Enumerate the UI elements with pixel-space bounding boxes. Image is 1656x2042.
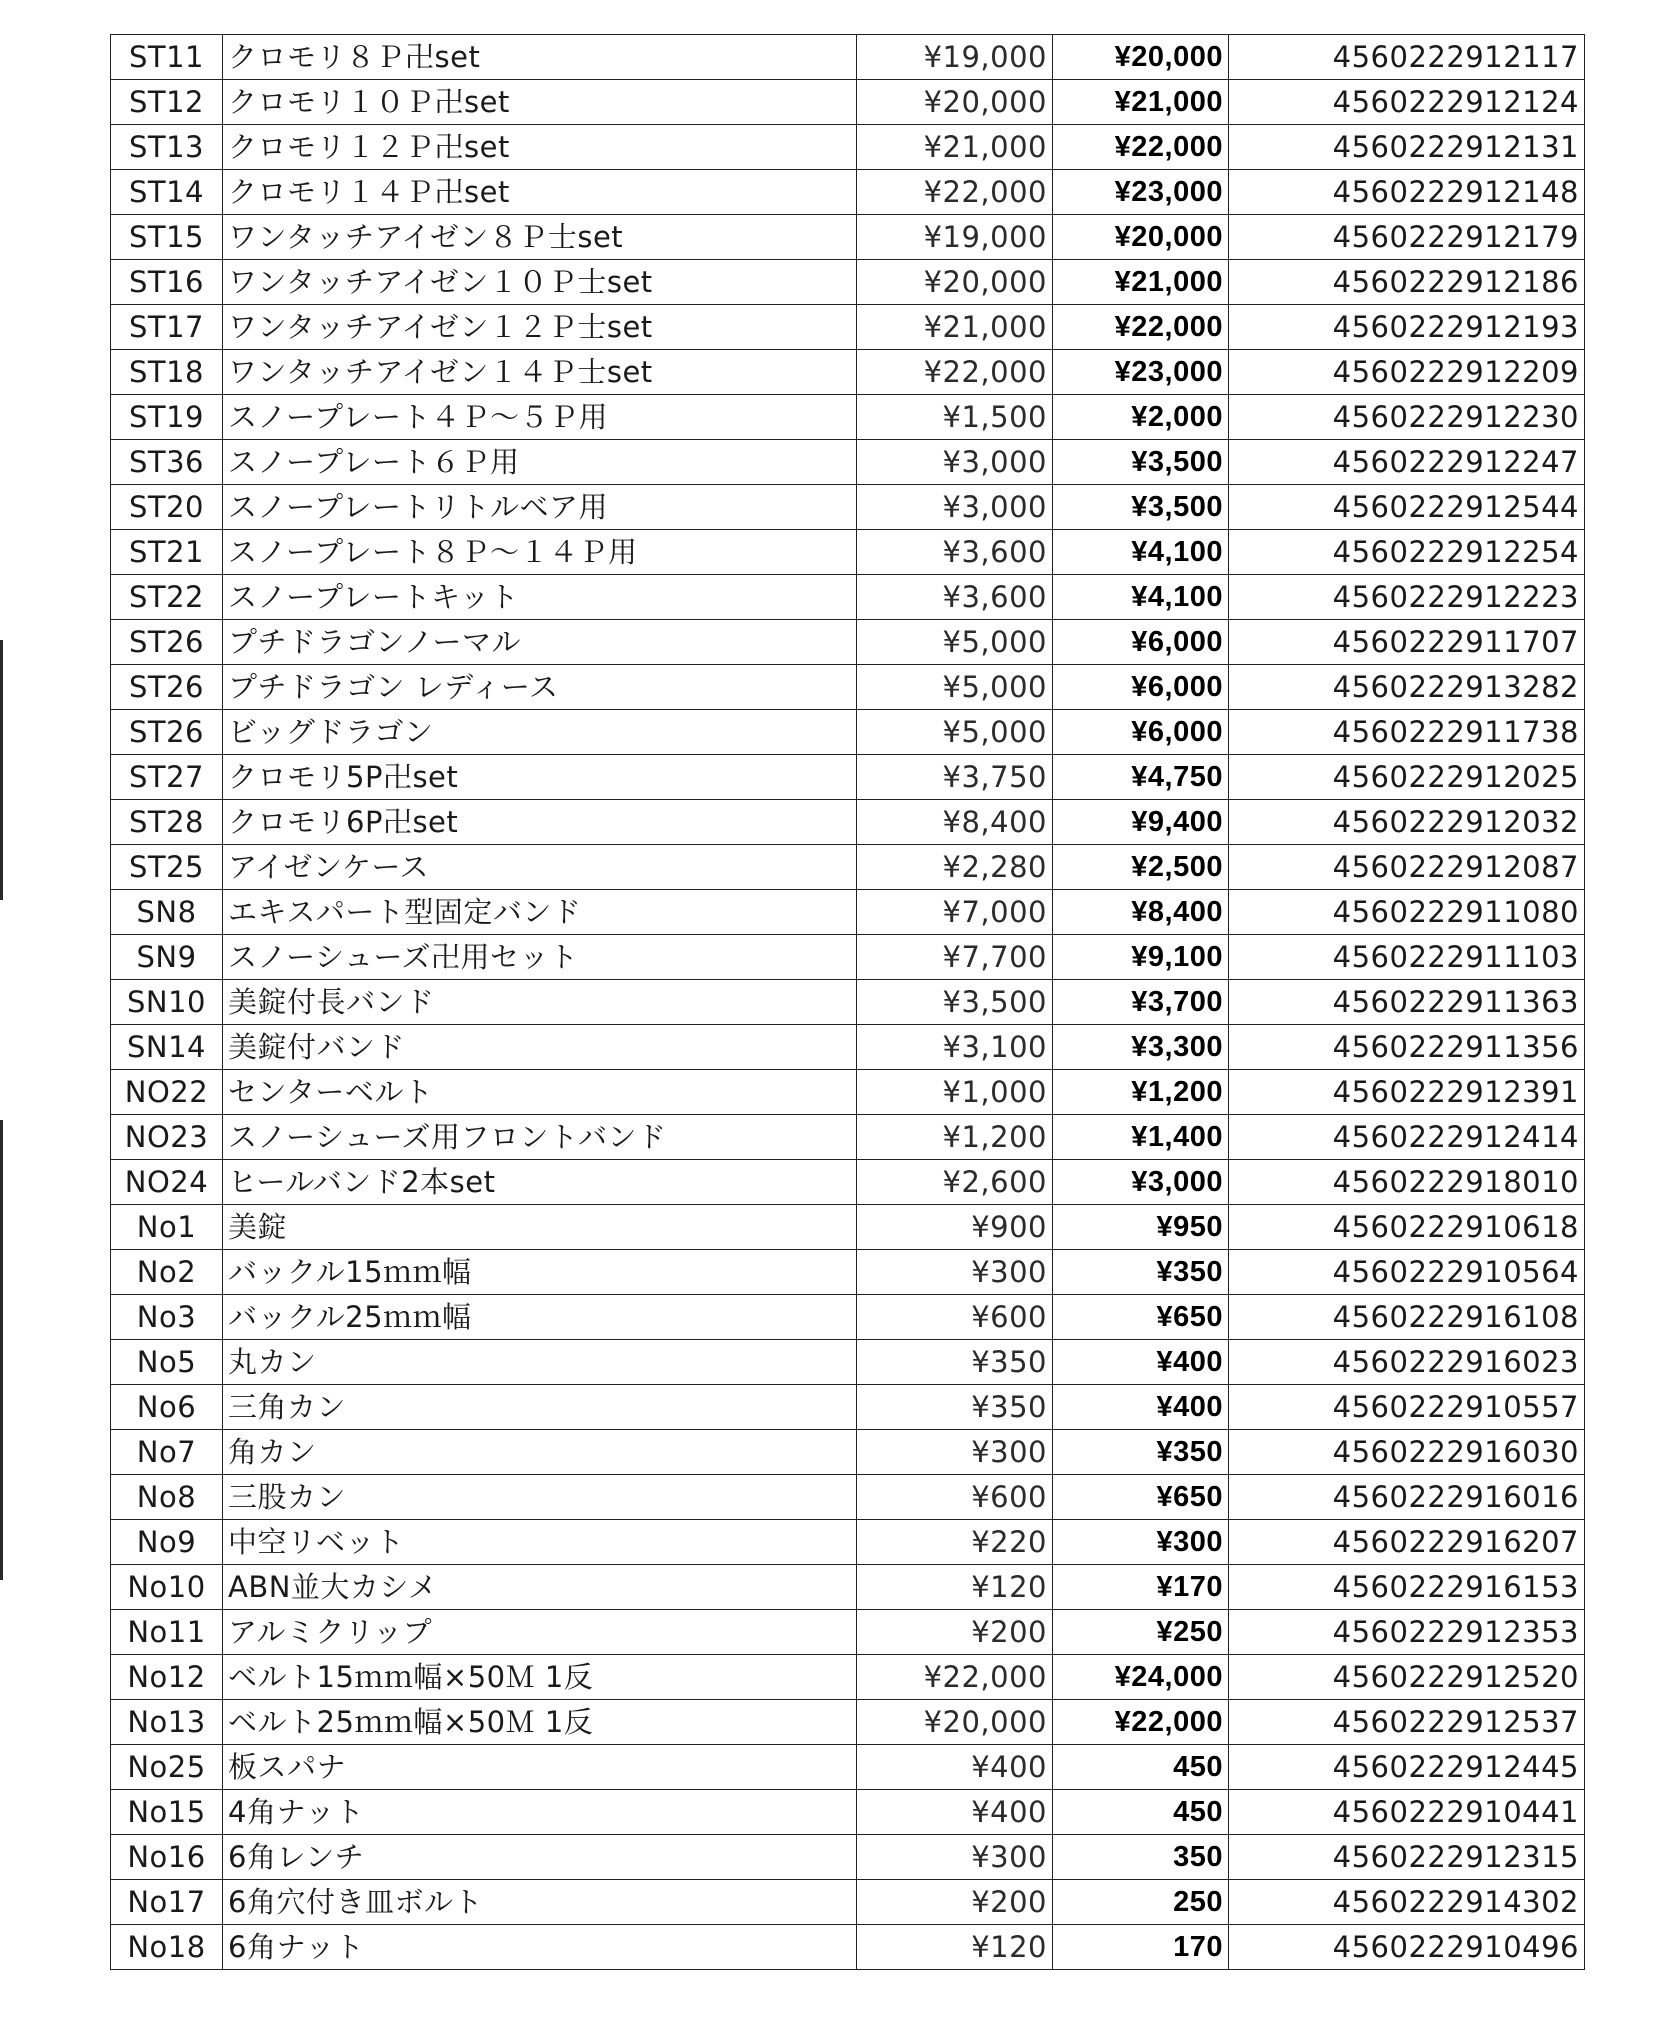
jan-code: 4560222912124	[1229, 80, 1585, 125]
jan-code: 4560222918010	[1229, 1160, 1585, 1205]
jan-code: 4560222912209	[1229, 350, 1585, 395]
product-code: No17	[111, 1880, 223, 1925]
product-code: ST20	[111, 485, 223, 530]
jan-code: 4560222912148	[1229, 170, 1585, 215]
table-row	[111, 755, 1585, 800]
old-price: ¥120	[857, 1925, 1053, 1970]
new-price: ¥170	[1053, 1565, 1229, 1610]
old-price: ¥1,500	[857, 395, 1053, 440]
old-price: ¥5,000	[857, 710, 1053, 755]
jan-code: 4560222910496	[1229, 1925, 1585, 1970]
product-name: ワンタッチアイゼン１２Ｐ士set	[223, 305, 857, 350]
old-price: ¥7,000	[857, 890, 1053, 935]
old-price: ¥20,000	[857, 1700, 1053, 1745]
new-price: ¥6,000	[1053, 710, 1229, 755]
product-code: No6	[111, 1385, 223, 1430]
table-row	[111, 710, 1585, 755]
new-price: ¥4,100	[1053, 530, 1229, 575]
old-price: ¥220	[857, 1520, 1053, 1565]
product-code: No13	[111, 1700, 223, 1745]
new-price: ¥2,500	[1053, 845, 1229, 890]
old-price: ¥600	[857, 1475, 1053, 1520]
new-price: ¥22,000	[1053, 305, 1229, 350]
table-row	[111, 305, 1585, 350]
old-price: ¥3,000	[857, 440, 1053, 485]
table-row	[111, 35, 1585, 80]
new-price: ¥20,000	[1053, 215, 1229, 260]
new-price: 450	[1053, 1745, 1229, 1790]
table-row	[111, 1700, 1585, 1745]
old-price: ¥5,000	[857, 620, 1053, 665]
product-code: No16	[111, 1835, 223, 1880]
product-name: 中空リベット	[223, 1520, 857, 1565]
table-row	[111, 1835, 1585, 1880]
table-row	[111, 1565, 1585, 1610]
table-row	[111, 1340, 1585, 1385]
jan-code: 4560222912117	[1229, 35, 1585, 80]
old-price: ¥2,600	[857, 1160, 1053, 1205]
product-name: ワンタッチアイゼン１４Ｐ士set	[223, 350, 857, 395]
old-price: ¥900	[857, 1205, 1053, 1250]
jan-code: 4560222912315	[1229, 1835, 1585, 1880]
old-price: ¥5,000	[857, 665, 1053, 710]
jan-code: 4560222916108	[1229, 1295, 1585, 1340]
jan-code: 4560222912131	[1229, 125, 1585, 170]
product-code: ST19	[111, 395, 223, 440]
table-row	[111, 485, 1585, 530]
product-name: 美錠付長バンド	[223, 980, 857, 1025]
new-price: ¥400	[1053, 1385, 1229, 1430]
new-price: ¥950	[1053, 1205, 1229, 1250]
product-code: ST16	[111, 260, 223, 305]
old-price: ¥22,000	[857, 1655, 1053, 1700]
jan-code: 4560222911738	[1229, 710, 1585, 755]
product-code: ST25	[111, 845, 223, 890]
product-name: エキスパート型固定バンド	[223, 890, 857, 935]
jan-code: 4560222912087	[1229, 845, 1585, 890]
product-name: ワンタッチアイゼン１０Ｐ士set	[223, 260, 857, 305]
table-row	[111, 215, 1585, 260]
product-name: アルミクリップ	[223, 1610, 857, 1655]
jan-code: 4560222911363	[1229, 980, 1585, 1025]
product-code: No2	[111, 1250, 223, 1295]
old-price: ¥22,000	[857, 350, 1053, 395]
product-name: クロモリ１２Ｐ卍set	[223, 125, 857, 170]
product-code: ST36	[111, 440, 223, 485]
table-row	[111, 1655, 1585, 1700]
new-price: ¥4,750	[1053, 755, 1229, 800]
table-row	[111, 1475, 1585, 1520]
new-price: ¥3,300	[1053, 1025, 1229, 1070]
jan-code: 4560222913282	[1229, 665, 1585, 710]
new-price: ¥1,400	[1053, 1115, 1229, 1160]
old-price: ¥7,700	[857, 935, 1053, 980]
old-price: ¥400	[857, 1790, 1053, 1835]
new-price: 350	[1053, 1835, 1229, 1880]
new-price: ¥9,400	[1053, 800, 1229, 845]
product-name: ヒールバンド2本set	[223, 1160, 857, 1205]
table-row	[111, 1295, 1585, 1340]
product-code: No5	[111, 1340, 223, 1385]
jan-code: 4560222912544	[1229, 485, 1585, 530]
old-price: ¥3,500	[857, 980, 1053, 1025]
old-price: ¥1,000	[857, 1070, 1053, 1115]
new-price: ¥8,400	[1053, 890, 1229, 935]
table-row	[111, 125, 1585, 170]
new-price: 170	[1053, 1925, 1229, 1970]
product-code: SN14	[111, 1025, 223, 1070]
price-list-body	[111, 35, 1585, 1970]
jan-code: 4560222916030	[1229, 1430, 1585, 1475]
new-price: ¥350	[1053, 1250, 1229, 1295]
old-price: ¥19,000	[857, 215, 1053, 260]
scan-edge-mark	[0, 640, 3, 900]
new-price: ¥650	[1053, 1295, 1229, 1340]
product-name: アイゼンケース	[223, 845, 857, 890]
table-row	[111, 350, 1585, 395]
product-code: NO24	[111, 1160, 223, 1205]
table-row	[111, 890, 1585, 935]
product-code: SN10	[111, 980, 223, 1025]
price-list-table	[110, 34, 1585, 1970]
product-name: 板スパナ	[223, 1745, 857, 1790]
new-price: ¥250	[1053, 1610, 1229, 1655]
new-price: ¥24,000	[1053, 1655, 1229, 1700]
jan-code: 4560222914302	[1229, 1880, 1585, 1925]
old-price: ¥8,400	[857, 800, 1053, 845]
product-code: ST13	[111, 125, 223, 170]
table-row	[111, 935, 1585, 980]
product-code: ST21	[111, 530, 223, 575]
old-price: ¥600	[857, 1295, 1053, 1340]
product-code: No12	[111, 1655, 223, 1700]
product-name: ベルト25ｍｍ幅×50Ｍ 1反	[223, 1700, 857, 1745]
jan-code: 4560222912414	[1229, 1115, 1585, 1160]
new-price: ¥21,000	[1053, 260, 1229, 305]
table-row	[111, 1385, 1585, 1430]
table-row	[111, 1160, 1585, 1205]
product-name: 4角ナット	[223, 1790, 857, 1835]
new-price: ¥1,200	[1053, 1070, 1229, 1115]
new-price: ¥300	[1053, 1520, 1229, 1565]
product-name: スノープレート４Ｐ～５Ｐ用	[223, 395, 857, 440]
new-price: ¥20,000	[1053, 35, 1229, 80]
product-name: 美錠	[223, 1205, 857, 1250]
product-name: クロモリ6P卍set	[223, 800, 857, 845]
product-name: スノーシューズ用フロントバンド	[223, 1115, 857, 1160]
table-row	[111, 80, 1585, 125]
jan-code: 4560222912179	[1229, 215, 1585, 260]
new-price: ¥23,000	[1053, 350, 1229, 395]
product-code: No8	[111, 1475, 223, 1520]
table-row	[111, 395, 1585, 440]
jan-code: 4560222912520	[1229, 1655, 1585, 1700]
product-name: プチドラゴン レディース	[223, 665, 857, 710]
new-price: 250	[1053, 1880, 1229, 1925]
product-code: No11	[111, 1610, 223, 1655]
product-name: プチドラゴンノーマル	[223, 620, 857, 665]
new-price: ¥22,000	[1053, 1700, 1229, 1745]
jan-code: 4560222912223	[1229, 575, 1585, 620]
old-price: ¥21,000	[857, 125, 1053, 170]
jan-code: 4560222910441	[1229, 1790, 1585, 1835]
product-code: No10	[111, 1565, 223, 1610]
jan-code: 4560222912032	[1229, 800, 1585, 845]
product-code: ST26	[111, 620, 223, 665]
table-row	[111, 1925, 1585, 1970]
table-row	[111, 1250, 1585, 1295]
product-name: 6角レンチ	[223, 1835, 857, 1880]
product-name: スノープレート６Ｐ用	[223, 440, 857, 485]
new-price: ¥6,000	[1053, 665, 1229, 710]
jan-code: 4560222912445	[1229, 1745, 1585, 1790]
jan-code: 4560222912193	[1229, 305, 1585, 350]
product-name: クロモリ１０Ｐ卍set	[223, 80, 857, 125]
product-name: 三角カン	[223, 1385, 857, 1430]
product-name: スノープレートリトルベア用	[223, 485, 857, 530]
jan-code: 4560222912247	[1229, 440, 1585, 485]
product-code: ST26	[111, 665, 223, 710]
table-row	[111, 1070, 1585, 1115]
product-name: ベルト15ｍｍ幅×50Ｍ 1反	[223, 1655, 857, 1700]
product-name: ABN並大カシメ	[223, 1565, 857, 1610]
new-price: ¥9,100	[1053, 935, 1229, 980]
jan-code: 4560222912186	[1229, 260, 1585, 305]
old-price: ¥1,200	[857, 1115, 1053, 1160]
jan-code: 4560222912537	[1229, 1700, 1585, 1745]
old-price: ¥300	[857, 1835, 1053, 1880]
jan-code: 4560222912025	[1229, 755, 1585, 800]
new-price: ¥21,000	[1053, 80, 1229, 125]
table-row	[111, 620, 1585, 665]
product-name: スノープレート８Ｐ～１４Ｐ用	[223, 530, 857, 575]
product-code: ST22	[111, 575, 223, 620]
old-price: ¥19,000	[857, 35, 1053, 80]
table-row	[111, 1880, 1585, 1925]
product-code: No18	[111, 1925, 223, 1970]
old-price: ¥22,000	[857, 170, 1053, 215]
new-price: ¥350	[1053, 1430, 1229, 1475]
product-name: 丸カン	[223, 1340, 857, 1385]
product-code: ST28	[111, 800, 223, 845]
old-price: ¥3,600	[857, 530, 1053, 575]
jan-code: 4560222910557	[1229, 1385, 1585, 1430]
old-price: ¥2,280	[857, 845, 1053, 890]
product-name: ワンタッチアイゼン８Ｐ士set	[223, 215, 857, 260]
new-price: ¥3,500	[1053, 485, 1229, 530]
new-price: ¥6,000	[1053, 620, 1229, 665]
product-name: クロモリ5P卍set	[223, 755, 857, 800]
table-row	[111, 980, 1585, 1025]
product-name: バックル25ｍｍ幅	[223, 1295, 857, 1340]
product-code: No3	[111, 1295, 223, 1340]
product-name: ビッグドラゴン	[223, 710, 857, 755]
old-price: ¥3,000	[857, 485, 1053, 530]
product-code: NO23	[111, 1115, 223, 1160]
jan-code: 4560222912353	[1229, 1610, 1585, 1655]
product-name: スノーシューズ卍用セット	[223, 935, 857, 980]
product-code: No1	[111, 1205, 223, 1250]
table-row	[111, 845, 1585, 890]
product-code: ST12	[111, 80, 223, 125]
table-row	[111, 1205, 1585, 1250]
new-price: ¥3,000	[1053, 1160, 1229, 1205]
new-price: ¥3,500	[1053, 440, 1229, 485]
product-name: 6角ナット	[223, 1925, 857, 1970]
product-code: No15	[111, 1790, 223, 1835]
jan-code: 4560222910618	[1229, 1205, 1585, 1250]
jan-code: 4560222911356	[1229, 1025, 1585, 1070]
old-price: ¥350	[857, 1340, 1053, 1385]
new-price: ¥22,000	[1053, 125, 1229, 170]
product-code: ST15	[111, 215, 223, 260]
jan-code: 4560222916023	[1229, 1340, 1585, 1385]
new-price: ¥2,000	[1053, 395, 1229, 440]
table-row	[111, 1520, 1585, 1565]
table-row	[111, 1115, 1585, 1160]
old-price: ¥21,000	[857, 305, 1053, 350]
table-row	[111, 800, 1585, 845]
product-name: 6角穴付き皿ボルト	[223, 1880, 857, 1925]
old-price: ¥200	[857, 1880, 1053, 1925]
jan-code: 4560222911103	[1229, 935, 1585, 980]
old-price: ¥300	[857, 1430, 1053, 1475]
new-price: ¥400	[1053, 1340, 1229, 1385]
table-row	[111, 1790, 1585, 1835]
old-price: ¥20,000	[857, 80, 1053, 125]
product-code: ST27	[111, 755, 223, 800]
product-code: ST18	[111, 350, 223, 395]
product-name: クロモリ１４Ｐ卍set	[223, 170, 857, 215]
product-code: No7	[111, 1430, 223, 1475]
product-code: No9	[111, 1520, 223, 1565]
old-price: ¥120	[857, 1565, 1053, 1610]
jan-code: 4560222912230	[1229, 395, 1585, 440]
product-code: ST17	[111, 305, 223, 350]
jan-code: 4560222910564	[1229, 1250, 1585, 1295]
product-name: 三股カン	[223, 1475, 857, 1520]
product-name: クロモリ８Ｐ卍set	[223, 35, 857, 80]
jan-code: 4560222912254	[1229, 530, 1585, 575]
old-price: ¥200	[857, 1610, 1053, 1655]
jan-code: 4560222911707	[1229, 620, 1585, 665]
table-row	[111, 1025, 1585, 1070]
new-price: ¥650	[1053, 1475, 1229, 1520]
product-name: バックル15ｍｍ幅	[223, 1250, 857, 1295]
product-name: 美錠付バンド	[223, 1025, 857, 1070]
jan-code: 4560222916207	[1229, 1520, 1585, 1565]
old-price: ¥20,000	[857, 260, 1053, 305]
new-price: 450	[1053, 1790, 1229, 1835]
table-row	[111, 260, 1585, 305]
old-price: ¥3,100	[857, 1025, 1053, 1070]
product-code: ST14	[111, 170, 223, 215]
table-row	[111, 170, 1585, 215]
jan-code: 4560222912391	[1229, 1070, 1585, 1115]
new-price: ¥23,000	[1053, 170, 1229, 215]
new-price: ¥4,100	[1053, 575, 1229, 620]
new-price: ¥3,700	[1053, 980, 1229, 1025]
jan-code: 4560222911080	[1229, 890, 1585, 935]
product-code: No25	[111, 1745, 223, 1790]
old-price: ¥3,600	[857, 575, 1053, 620]
table-row	[111, 1745, 1585, 1790]
product-name: 角カン	[223, 1430, 857, 1475]
table-row	[111, 440, 1585, 485]
jan-code: 4560222916016	[1229, 1475, 1585, 1520]
product-code: ST26	[111, 710, 223, 755]
product-code: NO22	[111, 1070, 223, 1115]
product-name: スノープレートキット	[223, 575, 857, 620]
old-price: ¥3,750	[857, 755, 1053, 800]
table-row	[111, 575, 1585, 620]
table-row	[111, 530, 1585, 575]
old-price: ¥300	[857, 1250, 1053, 1295]
product-code: SN8	[111, 890, 223, 935]
old-price: ¥350	[857, 1385, 1053, 1430]
product-name: センターベルト	[223, 1070, 857, 1115]
table-row	[111, 1610, 1585, 1655]
table-row	[111, 1430, 1585, 1475]
product-code: ST11	[111, 35, 223, 80]
table-row	[111, 665, 1585, 710]
jan-code: 4560222916153	[1229, 1565, 1585, 1610]
product-code: SN9	[111, 935, 223, 980]
old-price: ¥400	[857, 1745, 1053, 1790]
scan-edge-mark	[0, 1120, 3, 1580]
